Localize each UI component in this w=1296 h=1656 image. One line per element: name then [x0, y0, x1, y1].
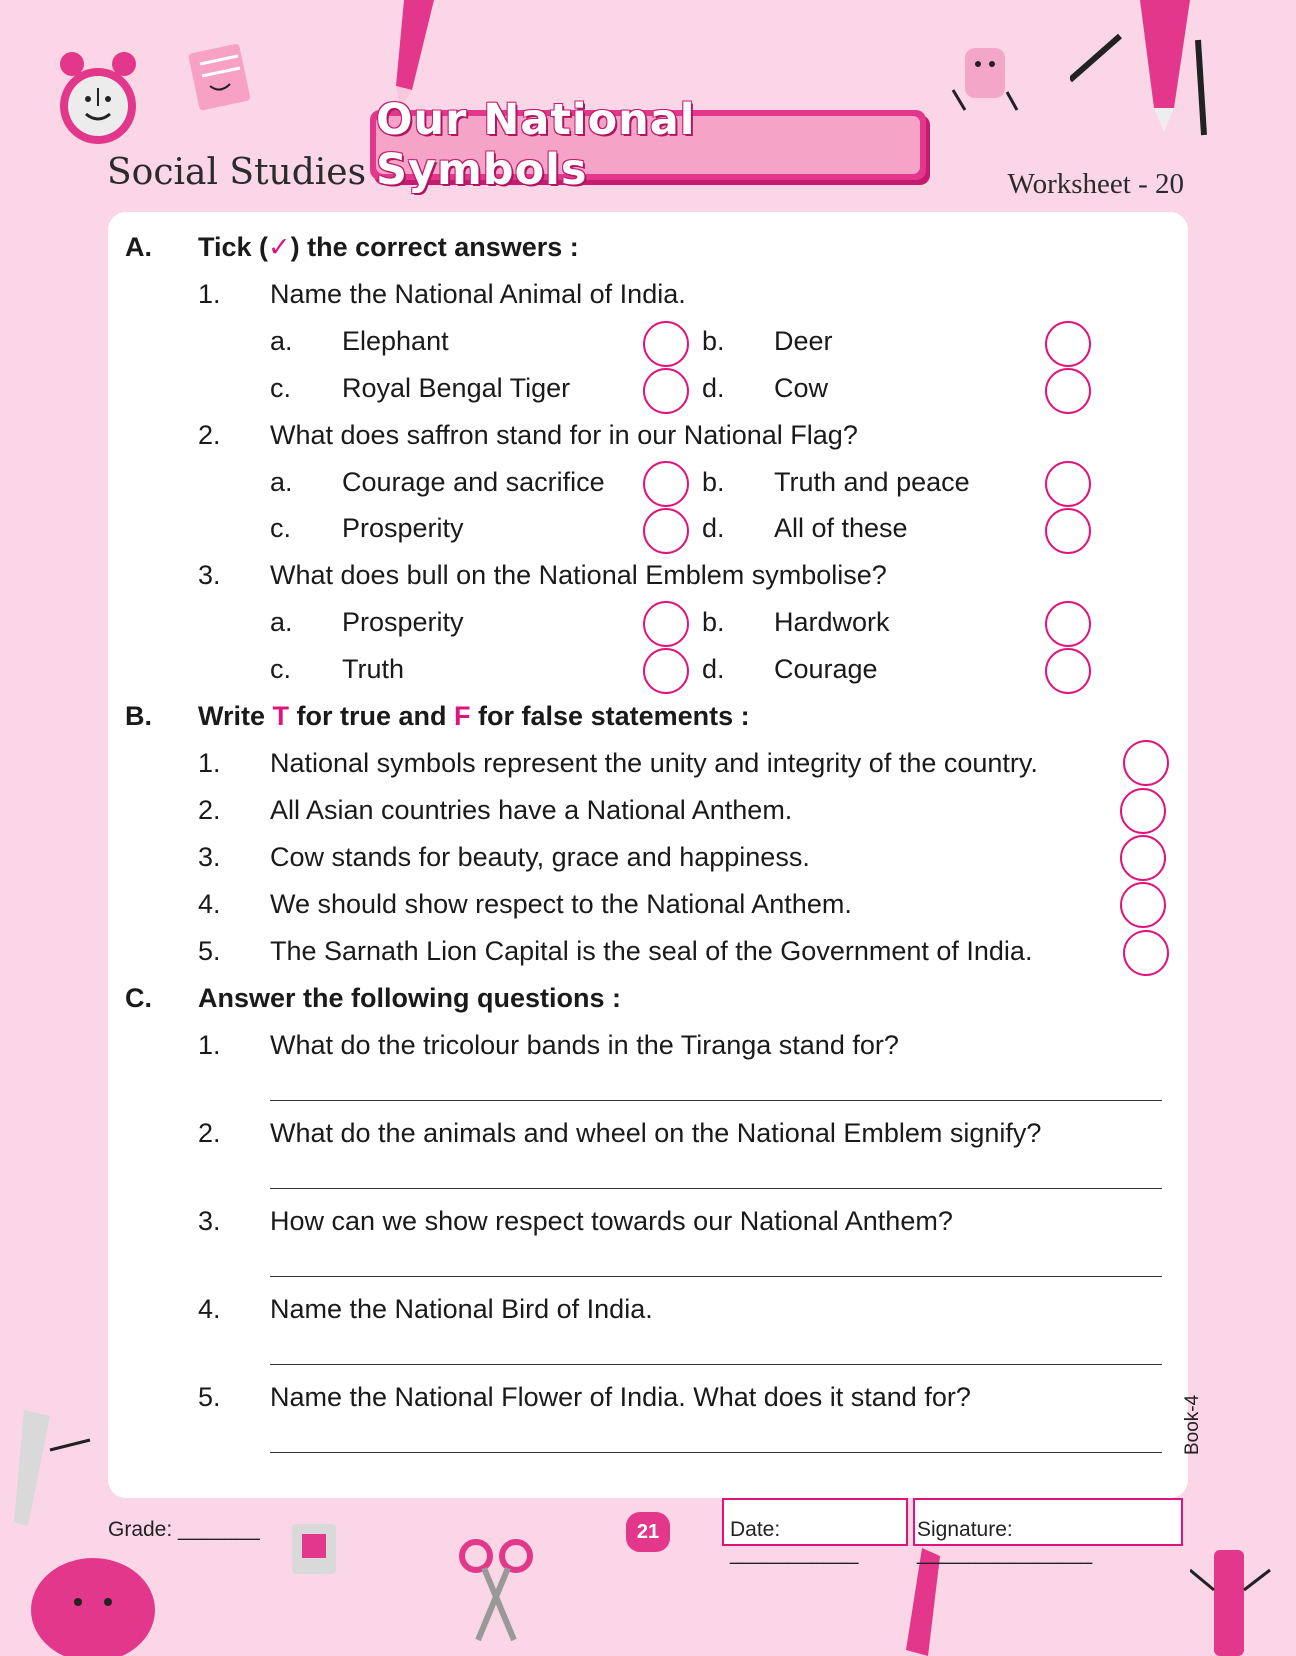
- pencil-icon: [384, 0, 444, 110]
- option-label: c.: [270, 654, 292, 684]
- question-number: 1.: [198, 279, 221, 309]
- section-b-letter: B.: [125, 701, 152, 731]
- true-letter: T: [272, 701, 290, 731]
- question-text: How can we show respect towards our National Anthem?: [270, 1206, 953, 1236]
- option-label: a.: [270, 607, 293, 637]
- section-a-title: [198, 230, 579, 264]
- question-number: 1.: [198, 1030, 221, 1060]
- question-number: 3.: [198, 1206, 221, 1236]
- page-number: 21: [626, 1512, 670, 1552]
- book-label: Book-4: [1182, 1394, 1203, 1455]
- question-text: Name the National Bird of India.: [270, 1294, 653, 1324]
- statement-number: 1.: [198, 748, 221, 778]
- date-box: [722, 1498, 908, 1565]
- option-text: All of these: [774, 513, 908, 543]
- grade-field[interactable]: Grade: _______: [108, 1518, 260, 1541]
- option-text: Deer: [774, 326, 833, 356]
- tf-answer-circle[interactable]: [1123, 740, 1169, 786]
- statement-text: Cow stands for beauty, grace and happiness.: [270, 842, 810, 872]
- section-c-letter: C.: [125, 983, 152, 1013]
- answer-circle[interactable]: [643, 368, 689, 414]
- option-label: c.: [270, 373, 292, 403]
- pencil-character-icon: [1190, 1540, 1280, 1656]
- option-text: Elephant: [342, 326, 449, 356]
- notepad-icon: [180, 40, 260, 120]
- answer-circle[interactable]: [643, 648, 689, 694]
- option-label: d.: [702, 654, 725, 684]
- option-text: Cow: [774, 373, 829, 403]
- option-label: b.: [702, 326, 725, 356]
- option-label: b.: [702, 467, 725, 497]
- answer-circle[interactable]: [1045, 368, 1091, 414]
- worksheet-number: Worksheet - 20: [1007, 168, 1184, 200]
- sharpener-icon: [282, 1518, 352, 1588]
- section-b-title: [198, 699, 750, 733]
- question-text: Name the National Flower of India. What does it stand for?: [270, 1382, 971, 1412]
- statement-number: 2.: [198, 795, 221, 825]
- statement-text: The Sarnath Lion Capital is the seal of the Government of India.: [270, 936, 1033, 966]
- tf-answer-circle[interactable]: [1120, 835, 1166, 881]
- option-label: d.: [702, 513, 725, 543]
- section-b-title-post: for false statements :: [470, 701, 750, 731]
- question-number: 2.: [198, 420, 221, 450]
- statement-text: All Asian countries have a National Anthem.: [270, 795, 793, 825]
- question-text: Name the National Animal of India.: [270, 279, 686, 309]
- section-b-title-mid: for true and: [289, 701, 455, 731]
- answer-circle[interactable]: [1045, 508, 1091, 554]
- question-text: What do the tricolour bands in the Tiranga stand for?: [270, 1030, 899, 1060]
- scissors-icon: [456, 1536, 536, 1646]
- question-text: What do the animals and wheel on the National Emblem signify?: [270, 1118, 1042, 1148]
- option-label: c.: [270, 513, 292, 543]
- alarm-clock-icon: [50, 44, 150, 154]
- option-text: Hardwork: [774, 607, 890, 637]
- signature-box: [913, 1498, 1183, 1565]
- subject-label: Social Studies: [107, 152, 367, 193]
- option-label: d.: [702, 373, 725, 403]
- option-text: Truth: [342, 654, 405, 684]
- answer-line[interactable]: [270, 1188, 1162, 1189]
- answer-line[interactable]: [270, 1100, 1162, 1101]
- answer-line[interactable]: [270, 1364, 1162, 1365]
- section-a-letter: A.: [125, 232, 152, 262]
- option-text: Courage and sacrifice: [342, 467, 605, 497]
- option-text: Prosperity: [342, 607, 464, 637]
- answer-circle[interactable]: [1045, 648, 1091, 694]
- page-title: Our National Symbols: [376, 95, 696, 195]
- option-label: b.: [702, 607, 725, 637]
- question-text: What does bull on the National Emblem symbolise?: [270, 560, 887, 590]
- answer-circle[interactable]: [643, 461, 689, 507]
- answer-circle[interactable]: [1045, 601, 1091, 647]
- tf-answer-circle[interactable]: [1120, 788, 1166, 834]
- eraser-icon: [945, 40, 1025, 120]
- answer-circle[interactable]: [643, 601, 689, 647]
- answer-circle[interactable]: [643, 321, 689, 367]
- statement-number: 4.: [198, 889, 221, 919]
- answer-line[interactable]: [270, 1452, 1162, 1453]
- tf-answer-circle[interactable]: [1123, 930, 1169, 976]
- option-label: a.: [270, 467, 293, 497]
- statement-number: 5.: [198, 936, 221, 966]
- section-a-title-pre: Tick (: [198, 232, 269, 262]
- option-label: a.: [270, 326, 293, 356]
- section-a-title-post: ) the correct answers :: [290, 232, 579, 262]
- crayon-icon: [1070, 0, 1210, 140]
- tick-icon: ✓: [268, 232, 291, 262]
- ruler-icon: [10, 1410, 100, 1530]
- title-banner: [370, 95, 926, 195]
- section-b-title-pre: Write: [198, 701, 273, 731]
- option-text: Prosperity: [342, 513, 464, 543]
- option-text: Truth and peace: [774, 467, 970, 497]
- signature-field[interactable]: Signature: _______________: [917, 1518, 1093, 1565]
- question-number: 5.: [198, 1382, 221, 1412]
- statement-number: 3.: [198, 842, 221, 872]
- option-text: Courage: [774, 654, 878, 684]
- date-field[interactable]: Date: ___________: [730, 1518, 859, 1565]
- question-number: 2.: [198, 1118, 221, 1148]
- option-text: Royal Bengal Tiger: [342, 373, 571, 403]
- tf-answer-circle[interactable]: [1120, 882, 1166, 928]
- answer-circle[interactable]: [1045, 461, 1091, 507]
- false-letter: F: [454, 701, 471, 731]
- statement-text: We should show respect to the National Anthem.: [270, 889, 852, 919]
- question-number: 4.: [198, 1294, 221, 1324]
- statement-text: National symbols represent the unity and integrity of the country.: [270, 748, 1038, 778]
- answer-circle[interactable]: [643, 508, 689, 554]
- answer-line[interactable]: [270, 1276, 1162, 1277]
- question-number: 3.: [198, 560, 221, 590]
- answer-circle[interactable]: [1045, 321, 1091, 367]
- question-text: What does saffron stand for in our National Flag?: [270, 420, 858, 450]
- section-c-title: Answer the following questions :: [198, 983, 622, 1013]
